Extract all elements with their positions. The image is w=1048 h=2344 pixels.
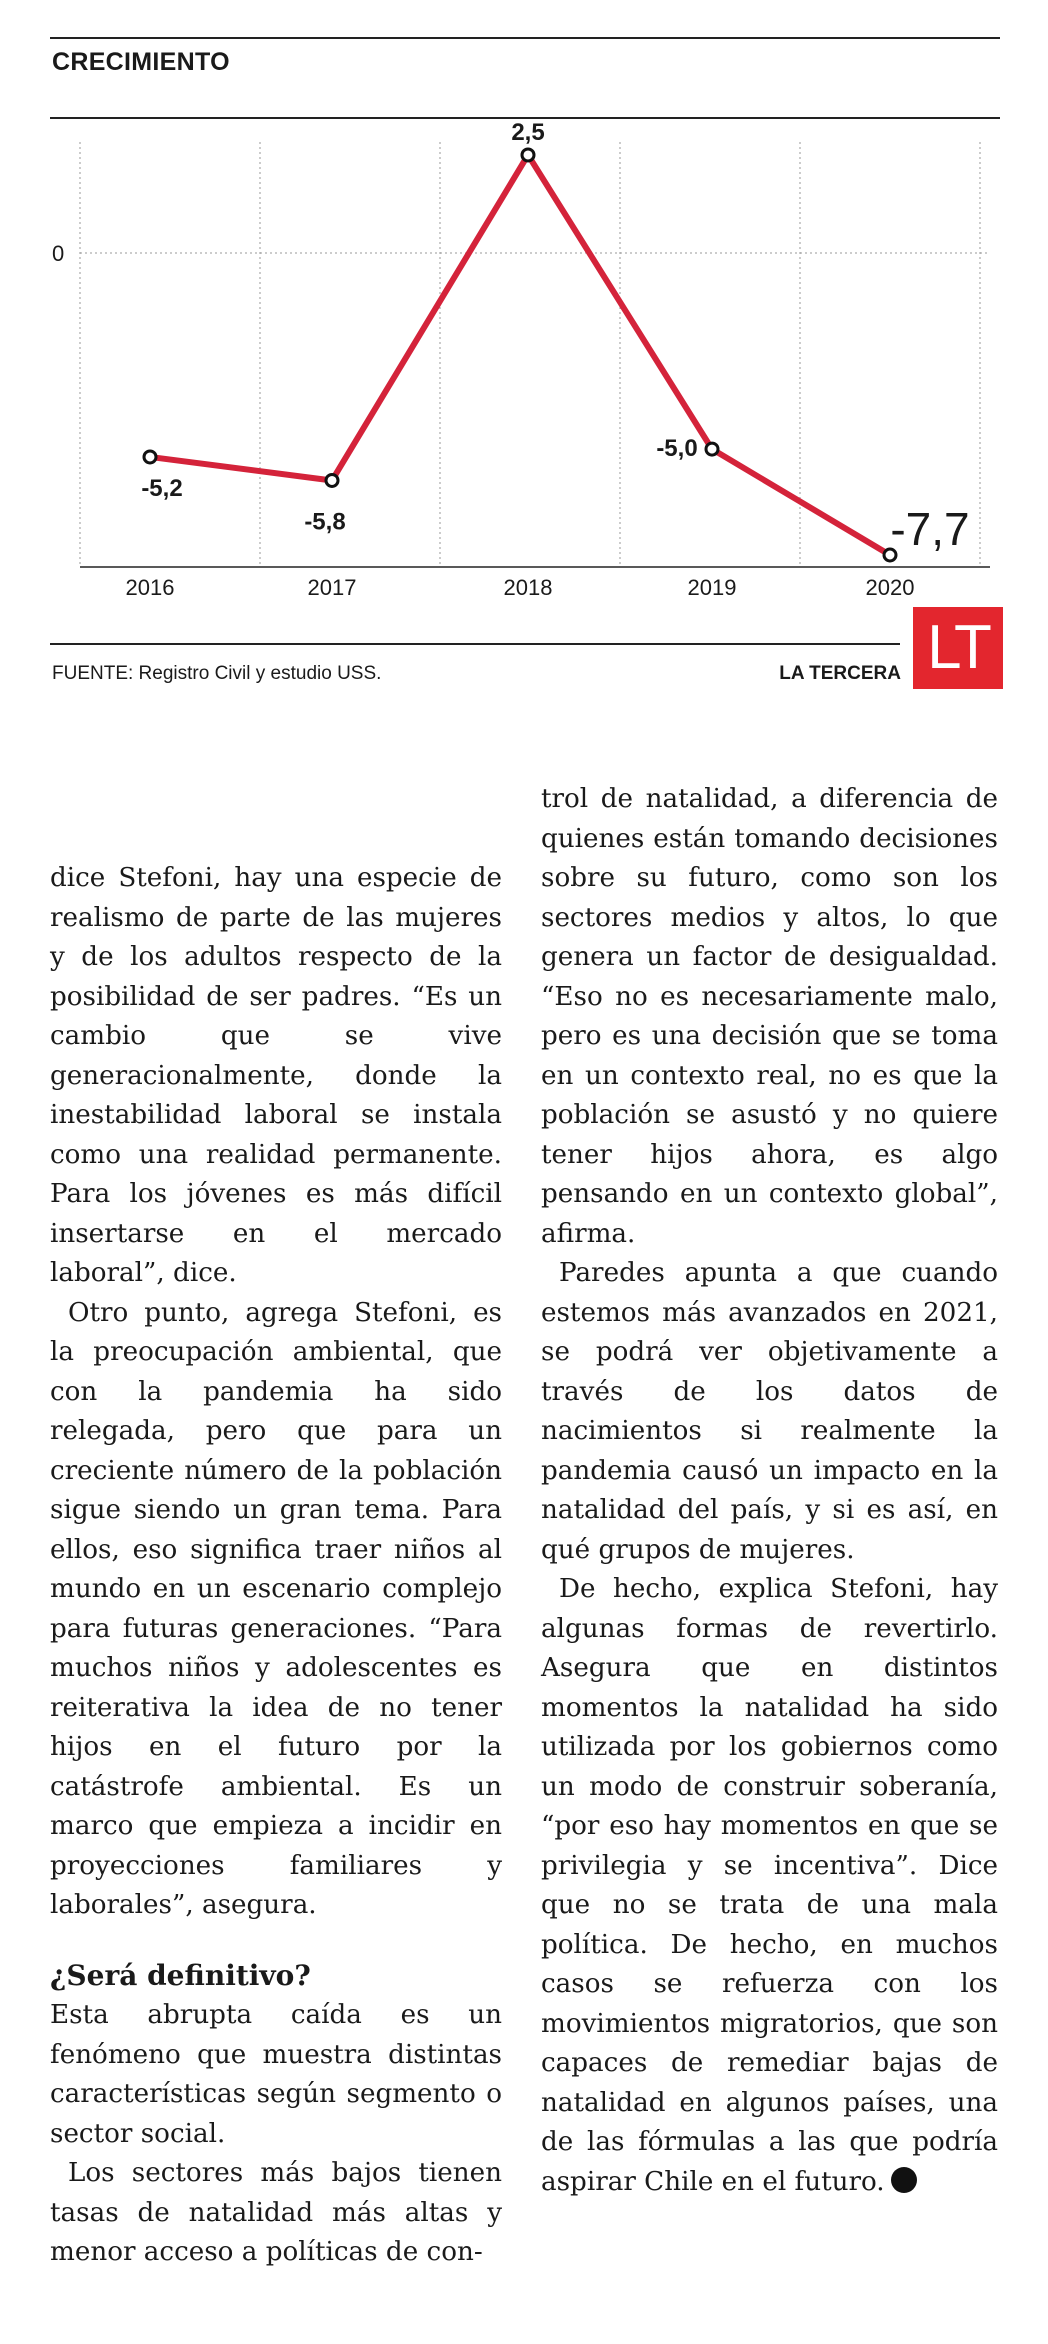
article-paragraph-text: De hecho, explica Stefoni, hay algunas formas de revertirlo. Asegura que en distintos momentos la natalidad ha sido utilizada por los gobiernos como un modo de construir soberanía, “por eso hay momentos en que se privilegia y se incentiva”. Dice que no se trata de una mala política. De hecho, en muchos casos se refuerza con los movimientos migratorios, que son capaces de remediar bajas de natalidad en algunos países, una de las fórmulas a las que podría aspirar Chile en el futuro.: [541, 1574, 998, 2197]
x-tick-label: 2017: [307, 575, 357, 600]
article-paragraph: trol de natalidad, a diferencia de quienes están tomando decisiones sobre su futuro, como son los sectores medios y altos, lo que genera un factor de desigualdad. “Eso no es necesariamente malo, pero es una decisión que se toma en un contexto real, no es que la población se asustó y no quiere tener hijos ahora, es algo pensando en un contexto global”, afirma.: [541, 784, 998, 1249]
chart-footer-rule: [50, 643, 900, 645]
data-label: 2,5: [511, 118, 545, 146]
article-paragraph: Los sectores más bajos tienen tasas de natalidad más altas y menor acceso a políticas de con-: [50, 2158, 502, 2267]
article-paragraph: dice Stefoni, hay una especie de realismo de parte de las mujeres y de los adultos respecto de la posibilidad de ser padres. “Es un cambio que se vive generacionalmente, donde la inestabilidad laboral se instala como una realidad permanente. Para los jóvenes es más difícil insertarse en el mercado laboral”, dice.: [50, 863, 502, 1288]
growth-line-chart: [0, 0, 1048, 600]
data-point: [706, 443, 718, 455]
article-paragraph: Otro punto, agrega Stefoni, es la preocupación ambiental, que con la pandemia ha sido relegada, pero que para un creciente número de la población sigue siendo un gran tema. Para ellos, eso significa traer niños al mundo en un escenario complejo para futuras generaciones. “Para muchos niños y adolescentes es reiterativa la idea de no tener hijos en el futuro por la catástrofe ambiental. Es un marco que empieza a incidir en proyecciones familiares y laborales”, asegura.: [50, 1297, 502, 1920]
data-point: [522, 149, 534, 161]
data-point: [326, 474, 338, 486]
x-tick-label: 2019: [687, 575, 737, 600]
article-subhead: ¿Será definitivo?: [50, 1958, 311, 1992]
data-label: -7,7: [890, 503, 970, 555]
data-label: -5,0: [656, 435, 698, 463]
article-column-right: [541, 780, 998, 2202]
chart-title: CRECIMIENTO: [52, 48, 230, 76]
series-line: [150, 155, 890, 555]
data-point: [144, 451, 156, 463]
article-paragraph-final: [541, 1570, 998, 2202]
article-column-left: [50, 859, 502, 2273]
la-tercera-logo: LT: [913, 607, 1003, 689]
end-mark-icon: [891, 2167, 917, 2193]
x-tick-label: 2020: [865, 575, 915, 600]
chart-brand: LA TERCERA: [779, 663, 901, 684]
data-label: -5,8: [304, 508, 346, 536]
x-tick-label: 2018: [503, 575, 553, 600]
article-paragraph: Esta abrupta caída es un fenómeno que muestra distintas características según segmento o sector social.: [50, 2000, 502, 2149]
data-label: -5,2: [141, 474, 183, 502]
chart-source: FUENTE: Registro Civil y estudio USS.: [52, 663, 382, 684]
x-tick-label: 2016: [125, 575, 175, 600]
article-paragraph: Paredes apunta a que cuando estemos más avanzados en 2021, se podrá ver objetivamente a través de los datos de nacimientos si realmente la pandemia causó un impacto en la natalidad del país, y si es así, en qué grupos de mujeres.: [541, 1258, 998, 1565]
y-tick-label: 0: [52, 241, 65, 266]
